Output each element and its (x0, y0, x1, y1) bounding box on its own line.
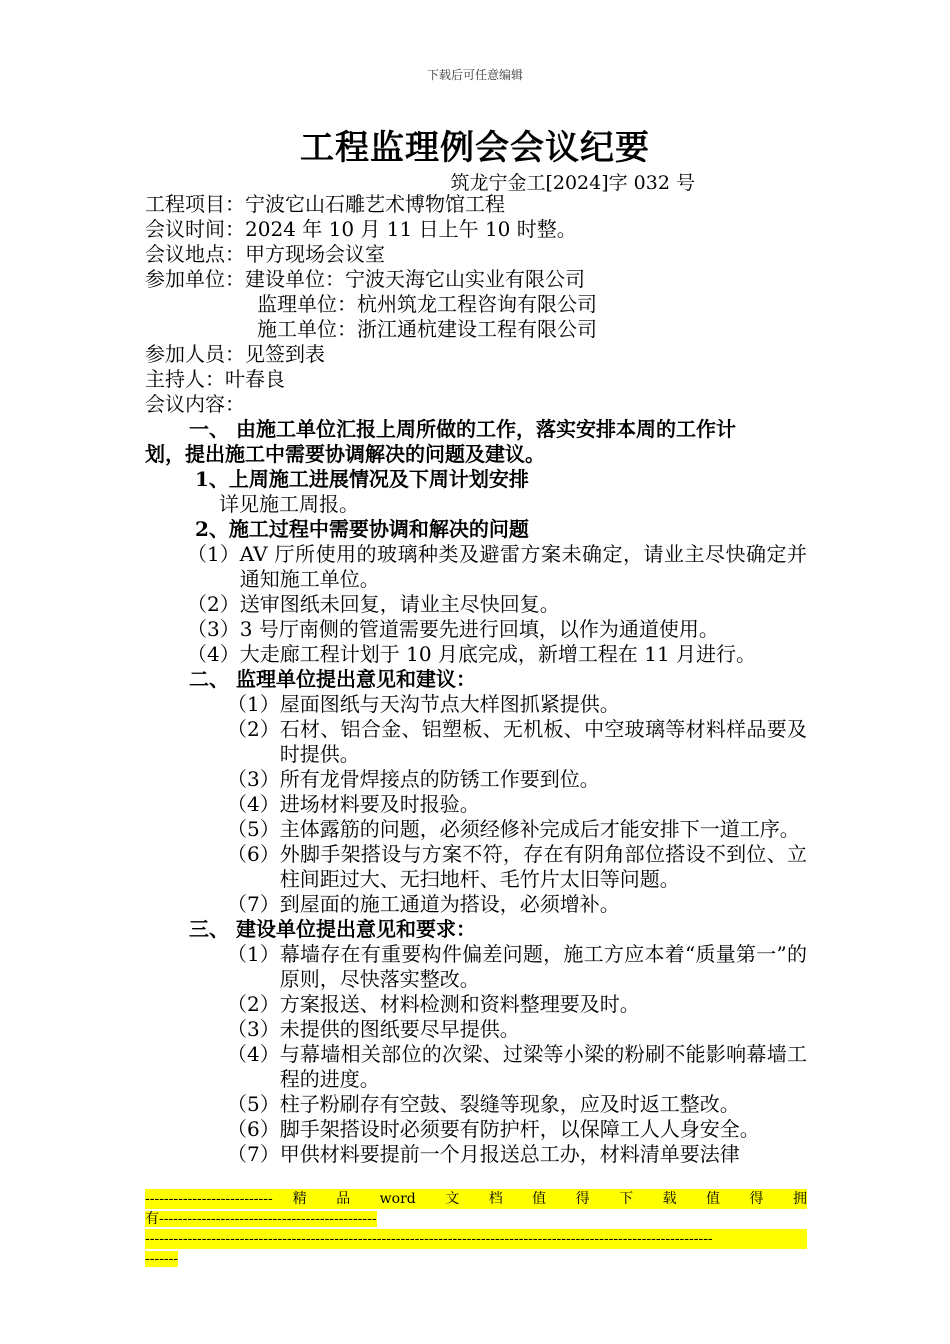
footer-word: word (379, 1191, 416, 1207)
section1-sub1-text: 详见施工周报。 (219, 492, 359, 516)
footer-row-2 (145, 1209, 807, 1229)
document-number: 筑龙宁金工[2024]字 032 号 (450, 172, 695, 194)
list-item (145, 892, 807, 917)
list-item (145, 642, 807, 667)
footer-dashes-left: --------------------------- (145, 1191, 273, 1207)
section3-heading: 三、 建设单位提出意见和要求： (189, 917, 476, 941)
section1-issue-list (145, 542, 807, 667)
list-item-text: 外脚手架搭设与方案不符，存在有阴角部位搭设不到位、立柱间距过大、无扫地杆、毛竹片太旧等问题。 (279, 842, 807, 891)
meta-unit-construction: 施工单位：浙江通杭建设工程有限公司 (257, 317, 597, 341)
list-item-text: 柱子粉刷存有空鼓、裂缝等现象，应及时返工整改。 (279, 1092, 740, 1116)
list-item-number: （3） (187, 617, 240, 641)
section1-heading-line2: 划，提出施工中需要协调解决的问题及建议。 (145, 442, 545, 466)
list-item-text: AV 厅所使用的玻璃种类及避雷方案未确定，请业主尽快确定并通知施工单位。 (239, 542, 807, 591)
list-item-number: （6） (227, 842, 280, 866)
list-item-number: （4） (227, 1042, 280, 1066)
footer-word: 拥 (792, 1191, 807, 1207)
list-item (145, 1017, 807, 1042)
footer-word: 得 (749, 1191, 764, 1207)
footer-word: 值 (532, 1191, 547, 1207)
meta-units: 参加单位：建设单位：宁波天海它山实业有限公司 (145, 267, 585, 291)
list-item-text: 未提供的图纸要尽早提供。 (279, 1017, 520, 1041)
list-item-text: 主体露筋的问题，必须经修补完成后才能安排下一道工序。 (279, 817, 800, 841)
list-item (145, 942, 807, 992)
footer-word: 文 (445, 1191, 460, 1207)
list-item (145, 542, 807, 592)
footer-words (273, 1189, 807, 1209)
list-item-number: （2） (227, 992, 280, 1016)
list-item-text: 屋面图纸与天沟节点大样图抓紧提供。 (279, 692, 620, 716)
list-item-number: （2） (227, 717, 280, 741)
footer-row-4 (145, 1249, 807, 1269)
list-item-number: （6） (227, 1117, 280, 1141)
list-item-text: 送审图纸未回复，请业主尽快回复。 (239, 592, 560, 616)
list-item (145, 817, 807, 842)
list-item-text: 进场材料要及时报验。 (279, 792, 480, 816)
list-item-number: （3） (227, 767, 280, 791)
footer-word: 值 (706, 1191, 721, 1207)
list-item-text: 石材、铝合金、铝塑板、无机板、中空玻璃等材料样品要及时提供。 (279, 717, 807, 766)
list-item (145, 1042, 807, 1092)
list-item-text: 3 号厅南侧的管道需要先进行回填，以作为通道使用。 (239, 617, 719, 641)
list-item-number: （2） (187, 592, 240, 616)
footer-word: 品 (336, 1191, 351, 1207)
list-item-number: （3） (227, 1017, 280, 1041)
document-body (145, 192, 807, 1167)
list-item (145, 767, 807, 792)
meta-place: 会议地点：甲方现场会议室 (145, 242, 385, 266)
header-note: 下载后可任意编辑 (426, 68, 523, 82)
footer-word: 载 (662, 1191, 677, 1207)
footer-row-3: ------------------------------------------------------------------------------------------------------------------------ (145, 1229, 807, 1249)
list-item (145, 1092, 807, 1117)
meta-time: 会议时间：2024 年 10 月 11 日上午 10 时整。 (145, 217, 577, 241)
list-item-text: 与幕墙相关部位的次梁、过梁等小梁的粉刷不能影响幕墙工程的进度。 (279, 1042, 807, 1091)
list-item-text: 甲供材料要提前一个月报送总工办，材料清单要法律 (279, 1142, 740, 1166)
list-item (145, 1142, 807, 1167)
list-item (145, 842, 807, 892)
footer-row-2-text: 有---------------------------------------------- (145, 1211, 377, 1227)
list-item-number: （4） (187, 642, 240, 666)
list-item (145, 692, 807, 717)
footer-word: 精 (292, 1191, 307, 1207)
footer-row-1 (145, 1189, 807, 1209)
meta-unit-supervision: 监理单位：杭州筑龙工程咨询有限公司 (257, 292, 597, 316)
list-item (145, 717, 807, 767)
list-item-text: 方案报送、材料检测和资料整理要及时。 (279, 992, 640, 1016)
list-item-text: 脚手架搭设时必须要有防护杆，以保障工人人身安全。 (279, 1117, 760, 1141)
section2-suggestion-list (145, 692, 807, 917)
meta-content-label: 会议内容： (145, 392, 245, 416)
footer-banner (145, 1189, 807, 1269)
meta-attendees: 参加人员：见签到表 (145, 342, 325, 366)
list-item-number: （1） (187, 542, 240, 566)
list-item-number: （1） (227, 692, 280, 716)
list-item-number: （4） (227, 792, 280, 816)
list-item-text: 大走廊工程计划于 10 月底完成，新增工程在 11 月进行。 (239, 642, 757, 666)
section3-requirement-list (145, 942, 807, 1167)
list-item-text: 所有龙骨焊接点的防锈工作要到位。 (279, 767, 600, 791)
list-item-number: （5） (227, 1092, 280, 1116)
section2-heading: 二、 监理单位提出意见和建议： (189, 667, 476, 691)
list-item (145, 592, 807, 617)
meta-project: 工程项目：宁波它山石雕艺术博物馆工程 (145, 192, 505, 216)
list-item-number: （1） (227, 942, 280, 966)
list-item (145, 1117, 807, 1142)
list-item-text: 到屋面的施工通道为搭设，必须增补。 (279, 892, 620, 916)
footer-word: 档 (488, 1191, 503, 1207)
section1-heading-line1: 一、 由施工单位汇报上周所做的工作，落实安排本周的工作计 (189, 417, 736, 441)
footer-word: 下 (619, 1191, 634, 1207)
list-item (145, 792, 807, 817)
footer-word: 得 (575, 1191, 590, 1207)
list-item (145, 617, 807, 642)
meta-host: 主持人：叶春良 (145, 367, 285, 391)
list-item-number: （5） (227, 817, 280, 841)
list-item-number: （7） (227, 1142, 280, 1166)
list-item (145, 992, 807, 1017)
footer-row-4-text: ------- (145, 1251, 179, 1267)
document-title: 工程监理例会会议纪要 (300, 128, 650, 168)
list-item-number: （7） (227, 892, 280, 916)
section1-sub1: 1、上周施工进展情况及下周计划安排 (195, 467, 529, 491)
list-item-text: 幕墙存在有重要构件偏差问题，施工方应本着“质量第一”的原则，尽快落实整改。 (279, 942, 807, 991)
section1-sub2: 2、施工过程中需要协调和解决的问题 (195, 517, 529, 541)
